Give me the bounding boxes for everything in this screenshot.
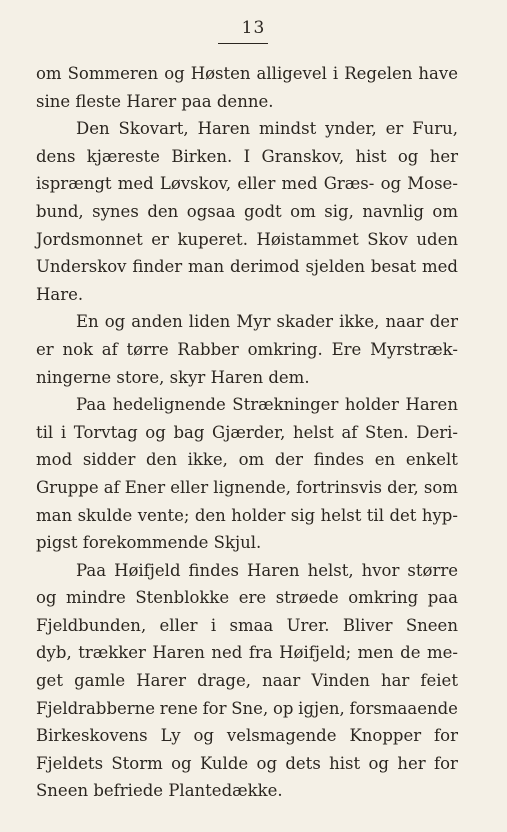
word: forekommende	[82, 533, 209, 553]
word: igjen,	[298, 698, 345, 718]
word: trækker	[78, 643, 146, 663]
word: er	[151, 229, 169, 249]
word: Paa	[76, 395, 107, 415]
word: Den	[76, 119, 110, 139]
text-line	[36, 391, 458, 419]
word: og	[36, 588, 57, 608]
word: ikke,	[339, 312, 380, 332]
word: En	[76, 312, 99, 332]
word: med	[281, 174, 318, 194]
word: har	[380, 671, 410, 691]
word: i	[60, 422, 67, 442]
word: Rabber	[177, 339, 239, 359]
word: nok	[62, 339, 93, 359]
word: og	[145, 422, 166, 442]
word: Birkeskovens	[36, 726, 148, 746]
word: rene	[159, 698, 198, 718]
word: helst,	[307, 560, 354, 580]
word: besat	[370, 257, 417, 277]
word: kuperet.	[177, 229, 248, 249]
text-line	[36, 502, 458, 530]
word: og	[193, 726, 214, 746]
word: Haren	[247, 560, 300, 580]
word: Sommeren	[67, 64, 159, 83]
word: hist	[355, 146, 387, 166]
word: Bliver	[342, 615, 393, 635]
word: omkring	[348, 588, 419, 608]
word: ningerne	[36, 367, 112, 387]
word: fra	[248, 643, 273, 663]
word: den	[146, 450, 177, 470]
word: og	[164, 64, 185, 83]
word: sig	[290, 505, 316, 525]
word: kjæreste	[86, 146, 160, 166]
word: op	[272, 698, 294, 718]
word: Strækninger	[232, 395, 339, 415]
word: Vinden	[311, 671, 370, 691]
word: vente;	[137, 505, 190, 525]
word: om	[238, 450, 265, 470]
word: om	[36, 64, 62, 83]
word: Urer.	[286, 615, 330, 635]
text-line	[36, 88, 458, 116]
word: Haren	[405, 395, 458, 415]
word: Jordsmonnet	[36, 229, 143, 249]
word: man	[188, 257, 225, 277]
word: fleste	[75, 91, 122, 111]
word: Birken.	[171, 146, 233, 166]
page-number: 13	[241, 18, 266, 38]
text-line	[36, 557, 458, 585]
text-line	[36, 446, 458, 474]
word: sjelden	[305, 257, 366, 277]
word: Granskov,	[261, 146, 345, 166]
word: eller	[237, 174, 276, 194]
word: eller	[170, 477, 209, 497]
word: sidder	[82, 450, 136, 470]
word: Høsten	[190, 64, 251, 83]
word: Sneen	[36, 781, 89, 801]
word: enkelt	[405, 450, 458, 470]
page-number-rule	[218, 43, 268, 44]
word: holder	[231, 505, 286, 525]
text-line	[36, 419, 458, 447]
word: Furu,	[412, 119, 458, 139]
word: Ly	[160, 726, 181, 746]
word: helst	[320, 505, 362, 525]
word: som	[423, 477, 458, 497]
word: drage,	[197, 671, 251, 691]
word: findes	[188, 560, 239, 580]
word: Skjul.	[213, 533, 262, 553]
text-line	[36, 336, 458, 364]
word: Knopper	[349, 726, 422, 746]
word: i	[332, 64, 339, 83]
text-line	[36, 584, 458, 612]
word: af	[101, 339, 118, 359]
word: skader	[276, 312, 334, 332]
word: Regelen	[344, 64, 413, 83]
word: skyr	[169, 367, 206, 387]
word: hyp-	[421, 505, 458, 525]
word: der,	[387, 477, 419, 497]
word: helst	[293, 422, 334, 442]
word: de	[400, 643, 421, 663]
word: Græs-	[323, 174, 375, 194]
word: Myr	[236, 312, 271, 332]
word: med	[117, 174, 154, 194]
word: I	[243, 146, 251, 166]
text-line	[36, 529, 458, 557]
word: Fjeldets	[36, 753, 104, 773]
word: anden	[131, 312, 183, 332]
word: finder	[132, 257, 183, 277]
word: hvor	[361, 560, 400, 580]
text-line	[36, 639, 458, 667]
word: Sne,	[231, 698, 269, 718]
word: og	[368, 753, 389, 773]
word: den	[194, 505, 226, 525]
word: dyb,	[36, 643, 72, 663]
word: skulde	[77, 505, 133, 525]
word: for	[202, 698, 227, 718]
text-line	[36, 170, 458, 198]
word: der	[274, 450, 304, 470]
word: og	[104, 312, 126, 332]
word: her	[429, 146, 458, 166]
word: Torvtag	[73, 422, 138, 442]
text-line	[36, 308, 458, 336]
word: Skov	[367, 229, 408, 249]
text-line	[36, 198, 458, 226]
word: paa	[427, 588, 458, 608]
word: Høifjeld	[114, 560, 181, 580]
word: om	[290, 201, 316, 221]
word: Harer	[126, 91, 177, 111]
text-line	[36, 667, 458, 695]
text-line	[36, 695, 458, 723]
word: derimod	[229, 257, 300, 277]
text-line	[36, 115, 458, 143]
word: omkring.	[247, 339, 323, 359]
word: og	[171, 753, 192, 773]
body-text	[36, 60, 458, 805]
text-line	[36, 253, 458, 281]
word: ynder,	[325, 119, 377, 139]
word: paa	[181, 91, 212, 111]
word: forsmaaende	[349, 698, 458, 718]
word: der	[429, 312, 458, 332]
word: Sneen	[405, 615, 458, 635]
word: befriede	[93, 781, 164, 801]
word: store,	[116, 367, 165, 387]
word: men	[357, 643, 394, 663]
word: det	[389, 505, 417, 525]
word: større	[407, 560, 458, 580]
word: liden	[188, 312, 231, 332]
word: Haren	[210, 367, 264, 387]
word: Skovart,	[118, 119, 189, 139]
word: Storm	[111, 753, 163, 773]
word: og	[397, 146, 419, 166]
word: Plantedække.	[168, 781, 283, 801]
word: Fjeldrabberne	[36, 698, 156, 718]
word: lignende,	[213, 477, 292, 497]
word: i	[210, 615, 217, 635]
text-line	[36, 364, 458, 392]
word: ikke,	[187, 450, 228, 470]
word: dem.	[268, 367, 310, 387]
word: Mose-	[407, 174, 458, 194]
word: Haren	[152, 643, 205, 663]
word: for	[433, 753, 458, 773]
word: navnlig	[362, 201, 424, 221]
word: mindre	[66, 588, 126, 608]
word: ned	[211, 643, 243, 663]
word: Haren	[197, 119, 251, 139]
word: Sten.	[365, 422, 409, 442]
word: hedelignende	[112, 395, 226, 415]
word: Paa	[76, 560, 107, 580]
word: Harer	[136, 671, 187, 691]
text-line	[36, 777, 458, 805]
word: for	[434, 726, 458, 746]
word: bag	[173, 422, 205, 442]
word: synes	[92, 201, 139, 221]
word: Kulde	[199, 753, 249, 773]
word: denne.	[216, 91, 274, 111]
word: tørre	[126, 339, 169, 359]
word: til	[366, 505, 384, 525]
word: uden	[416, 229, 458, 249]
word: naar	[262, 671, 301, 691]
word: velsmagende	[226, 726, 337, 746]
word: den	[147, 201, 179, 221]
word: alligevel	[256, 64, 327, 83]
word: og	[256, 753, 278, 773]
text-line	[36, 750, 458, 778]
word: Ere	[331, 339, 362, 359]
word: isprængt	[36, 174, 112, 194]
word: gamle	[74, 671, 126, 691]
word: til	[36, 422, 54, 442]
word: dens	[36, 146, 76, 166]
word: Myrstræk-	[370, 339, 458, 359]
word: sig,	[324, 201, 354, 221]
word: Gruppe	[36, 477, 99, 497]
word: godt	[243, 201, 282, 221]
word: Fjeldbunden,	[36, 615, 147, 635]
word: man	[36, 505, 73, 525]
text-line	[36, 60, 458, 88]
word: Hare.	[36, 284, 84, 304]
word: me-	[426, 643, 458, 663]
word: af	[103, 477, 120, 497]
word: Stenblokke	[135, 588, 230, 608]
word: feiet	[420, 671, 458, 691]
word: en	[374, 450, 396, 470]
word: Løvskov,	[159, 174, 232, 194]
word: er	[36, 339, 54, 359]
word: smaa	[229, 615, 274, 635]
word: Deri-	[416, 422, 458, 442]
word: om	[432, 201, 458, 221]
word: Gjærder,	[212, 422, 286, 442]
word: Høistammet	[256, 229, 359, 249]
word: ogsaa	[186, 201, 236, 221]
word: sine	[36, 91, 71, 111]
word: Høifjeld;	[279, 643, 352, 663]
word: med	[422, 257, 458, 277]
word: af	[341, 422, 358, 442]
word: strøede	[275, 588, 339, 608]
text-line	[36, 722, 458, 750]
word: Ener	[124, 477, 166, 497]
word: Underskov	[36, 257, 127, 277]
word: hist	[329, 753, 361, 773]
text-line	[36, 474, 458, 502]
text-line	[36, 226, 458, 254]
word: naar	[385, 312, 424, 332]
word: ere	[238, 588, 267, 608]
word: her	[397, 753, 426, 773]
word: findes	[313, 450, 365, 470]
word: dets	[285, 753, 321, 773]
word: mindst	[258, 119, 317, 139]
word: fortrinsvis	[296, 477, 383, 497]
word: holder	[344, 395, 399, 415]
word: mod	[36, 450, 73, 470]
word: er	[385, 119, 404, 139]
text-line	[36, 612, 458, 640]
word: eller	[159, 615, 198, 635]
text-line	[36, 281, 458, 309]
word: get	[36, 671, 63, 691]
text-line	[36, 143, 458, 171]
word: pigst	[36, 533, 78, 553]
word: have	[418, 64, 458, 83]
word: og	[380, 174, 402, 194]
word: bund,	[36, 201, 84, 221]
